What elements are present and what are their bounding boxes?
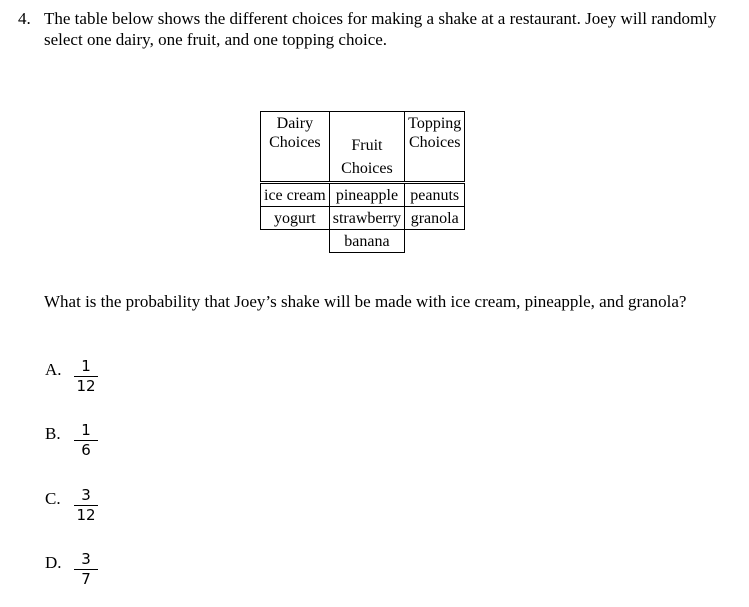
table-row: [261, 183, 465, 207]
table-cell-topping: peanuts: [405, 183, 465, 207]
question-stem: The table below shows the different choices for making a shake at a restaurant. Joey will randomly select one dairy, one fruit, and one topping choice.: [44, 9, 717, 49]
table-cell-empty: [405, 230, 465, 253]
fraction-numerator: 1: [74, 358, 98, 377]
fraction-denominator: 12: [76, 377, 96, 395]
table-row: [261, 207, 465, 230]
table-cell-fruit: pineapple: [329, 183, 404, 207]
choices-table: [260, 111, 465, 253]
header-topping-line1: Topping: [408, 115, 462, 132]
header-topping-choices: [405, 112, 465, 183]
header-topping-line2: Choices: [408, 134, 461, 151]
option-fraction: [74, 487, 98, 524]
option-fraction: [74, 551, 98, 588]
option-letter: D.: [45, 553, 62, 572]
fraction-denominator: 6: [81, 441, 91, 459]
table-cell-dairy: ice cream: [261, 183, 330, 207]
option-letter: A.: [45, 360, 62, 379]
question-prompt: What is the probability that Joey’s shake will be made with ice cream, pineapple, and granola?: [44, 292, 687, 311]
table-cell-empty: [261, 230, 330, 253]
fraction-denominator: 12: [76, 506, 96, 524]
table-cell-fruit: strawberry: [329, 207, 404, 230]
option-letter: C.: [45, 489, 61, 508]
table-row: [261, 230, 465, 253]
header-dairy-line1: Dairy: [276, 115, 314, 132]
header-fruit-choices: [329, 112, 404, 183]
table-cell-dairy: yogurt: [261, 207, 330, 230]
option-letter: B.: [45, 424, 61, 443]
option-fraction: [74, 358, 98, 395]
header-dairy-line2: Choices: [269, 134, 321, 151]
fraction-numerator: 1: [74, 422, 98, 441]
fraction-numerator: 3: [74, 551, 98, 570]
table-header-row: [261, 112, 465, 183]
fraction-denominator: 7: [81, 570, 91, 588]
header-dairy-choices: [261, 112, 330, 183]
header-fruit-line2: Choices: [341, 160, 393, 177]
header-fruit-line1: Fruit: [351, 137, 383, 154]
table-cell-topping: granola: [405, 207, 465, 230]
table-cell-fruit: banana: [329, 230, 404, 253]
option-fraction: [74, 422, 98, 459]
question-number: 4.: [18, 9, 31, 28]
fraction-numerator: 3: [74, 487, 98, 506]
